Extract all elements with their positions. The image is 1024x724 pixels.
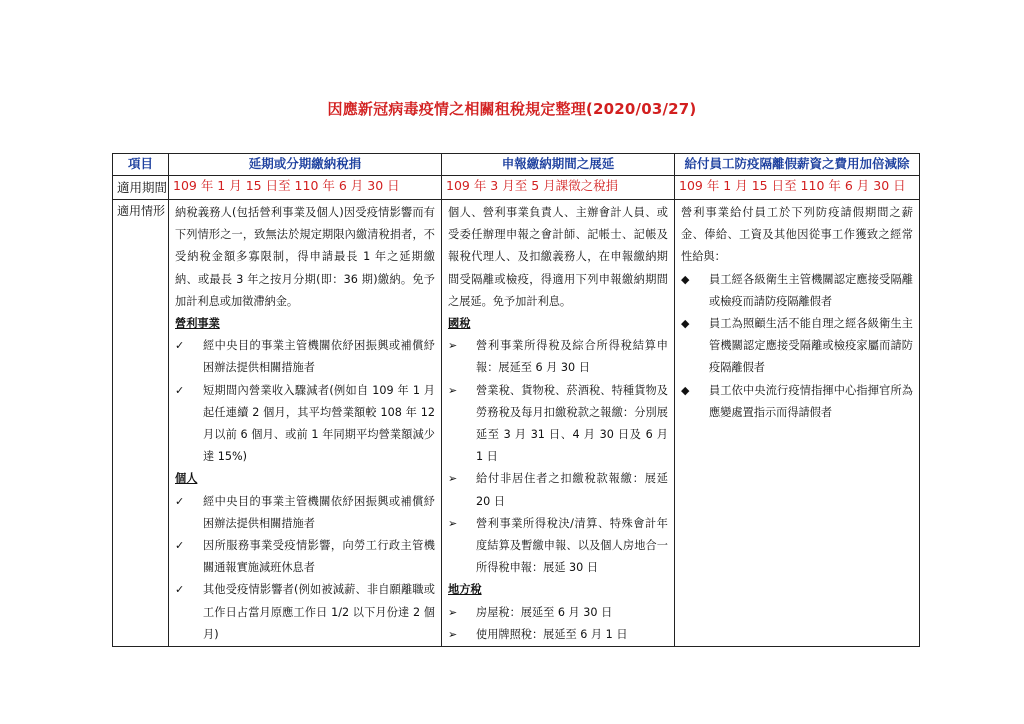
table-row-period: [113, 176, 920, 200]
list-item: ✓ 其他受疫情影響者(例如被減薪、非自願離職或工作日占當月原應工作日 1/2 以下月份達 2 個月): [175, 579, 435, 646]
list-item: ➢ 營業稅、貨物稅、菸酒稅、特種貨物及勞務稅及每月扣繳稅款之報繳：分別展延至 3 月 31 日、4 月 30 日及 6 月 1 日: [448, 380, 668, 469]
check-icon: ✓: [175, 583, 185, 597]
list-item: ✓ 經中央目的事業主管機關依紓困振興或補償紓困辦法提供相關措施者: [175, 335, 435, 379]
list-item: ✓ 短期間內營業收入驟減者(例如自 109 年 1 月起任連續 2 個月，其平均營業額較 108 年 12 月以前 6 個月、或前 1 年同期平均營業額減少達 15%): [175, 380, 435, 469]
header-deferral: 延期或分期繳納稅捐: [169, 154, 442, 176]
deferral-cell: [169, 200, 442, 647]
list-item: ➢ 給付非居住者之扣繳稅款報繳：展延 20 日: [448, 468, 668, 512]
diamond-bullet-icon: ◆: [681, 272, 690, 286]
header-item: 項目: [113, 154, 169, 176]
row-label-period: 適用期間: [113, 176, 169, 200]
row-label-situation: 適用情形: [113, 200, 169, 647]
list-item: ✓ 因所服務事業受疫情影響，向勞工行政主管機關通報實施減班休息者: [175, 535, 435, 579]
arrow-bullet-icon: ➢: [448, 627, 458, 641]
list-item: ◆ 員工依中央流行疫情指揮中心指揮官所為應變處置指示而得請假者: [681, 380, 913, 424]
period-extension: 109 年 3 月至 5 月課徵之稅捐: [442, 176, 675, 200]
salary-deduction-cell: [675, 200, 920, 647]
table-row-situation: [113, 200, 920, 647]
header-salary-deduction: 給付員工防疫隔離假薪資之費用加倍減除: [675, 154, 920, 176]
arrow-bullet-icon: ➢: [448, 516, 458, 530]
list-item: ◆ 員工經各級衛生主管機關認定應接受隔離或檢疫而請防疫隔離假者: [681, 269, 913, 313]
list-item: ◆ 員工為照顧生活不能自理之經各級衛生主管機關認定應接受隔離或檢疫家屬而請防疫隔離假者: [681, 313, 913, 380]
arrow-bullet-icon: ➢: [448, 472, 458, 486]
extension-cell: [442, 200, 675, 647]
period-salary-deduction: 109 年 1 月 15 日至 110 年 6 月 30 日: [675, 176, 920, 200]
diamond-bullet-icon: ◆: [681, 317, 690, 331]
diamond-bullet-icon: ◆: [681, 383, 690, 397]
section-heading-individual: 個人: [175, 472, 198, 486]
check-icon: ✓: [175, 539, 185, 553]
list-item: ➢ 使用牌照稅：展延至 6 月 1 日: [448, 624, 668, 646]
check-icon: ✓: [175, 383, 185, 397]
deferral-intro: 納稅義務人(包括營利事業及個人)因受疫情影響而有下列情形之一，致無法於規定期限內繳清稅捐者，不受納稅金額多寡限制，得申請最長 1 年之延期繳納、或最長 3 年之按月分期(即：36 期)繳納。免予加計利息或加徵滯納金。: [175, 206, 435, 308]
list-item: ➢ 營利事業所得稅及綜合所得稅結算申報：展延至 6 月 30 日: [448, 335, 668, 379]
page-title: 因應新冠病毒疫情之相關租稅規定整理(2020/03/27): [327, 100, 697, 118]
table-header-row: [113, 154, 920, 176]
list-item: ➢ 房屋稅：展延至 6 月 30 日: [448, 602, 668, 624]
check-icon: ✓: [175, 339, 185, 353]
arrow-bullet-icon: ➢: [448, 383, 458, 397]
section-heading-business: 營利事業: [175, 317, 220, 331]
extension-intro: 個人、營利事業負責人、主辦會計人員、或受委任辦理申報之會計師、記帳士、記帳及報稅代理人、及扣繳義務人，在申報繳納期間受隔離或檢疫，得適用下列申報繳納期間之展延。免予加計利息。: [448, 206, 668, 308]
arrow-bullet-icon: ➢: [448, 605, 458, 619]
list-item: ✓ 經中央目的事業主管機關依紓困振興或補償紓困辦法提供相關措施者: [175, 491, 435, 535]
header-extension: 申報繳納期間之展延: [442, 154, 675, 176]
section-heading-local-tax: 地方稅: [448, 583, 482, 597]
tax-rules-table: [112, 153, 920, 647]
salary-intro: 營利事業給付員工於下列防疫請假期間之薪金、俸給、工資及其他因從事工作獲致之經常性給與：: [681, 206, 913, 264]
section-heading-national-tax: 國稅: [448, 317, 471, 331]
period-deferral: 109 年 1 月 15 日至 110 年 6 月 30 日: [169, 176, 442, 200]
list-item: ➢ 營利事業所得稅決/清算、特殊會計年度結算及暫繳申報、以及個人房地合一所得稅申報：展延 30 日: [448, 513, 668, 580]
arrow-bullet-icon: ➢: [448, 339, 458, 353]
check-icon: ✓: [175, 494, 185, 508]
